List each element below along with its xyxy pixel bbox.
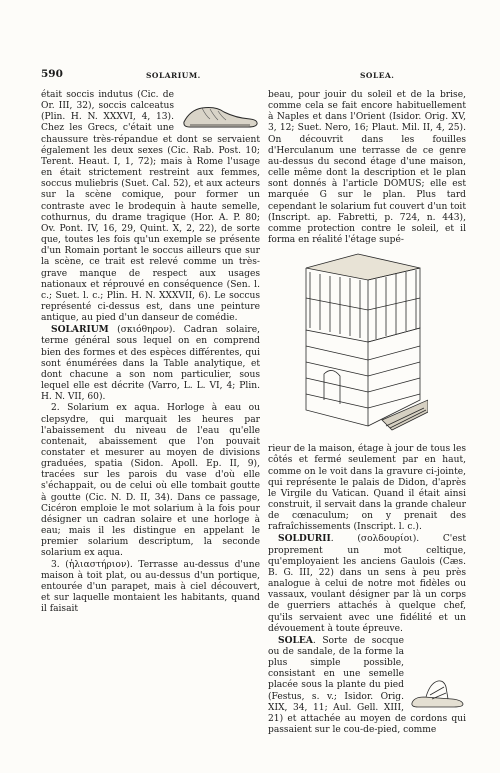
left-column bbox=[41, 90, 260, 615]
entry-soccus-continuation: était soccis indutus (Cic. de Or. III, 32), soccis calceatus (Plin. H. N. XXXVI, 4, 13). Chez les Grecs, c'était une chaussure très-répandue et dont se servaient également les deux sexes (Cic. Rab. Post. 10; Terent. Heaut. I, 1, 72); mais à Rome l'usage en était strictement restreint aux femmes, soccus muliebris (Suet. Cal. 52), et aux acteurs sur la scène comique, pour former un contraste avec le brodequin à haute semelle, cothurnus, du drame tragique (Hor. A. P. 80; Ov. Pont. IV, 16, 29, Quint. X, 2, 22), de sorte que, toutes les fois qu'un exemple se présente d'un Romain portant le soccus ailleurs que sur la scène, ce trait est relevé comme un très-grave manque de respect aux usages nationaux et réprouvé en conséquence (Sen. l. c.; Suet. l. c.; Plin. H. N. XXXVII, 6). Le soccus représenté ci-dessus est, dans une peinture antique, au pied d'un danseur de comédie. bbox=[41, 90, 260, 324]
headword-soldurii: SOLDURII bbox=[278, 533, 331, 545]
entry-solarium-text: (σκιόθηρον). Cadran solaire, terme général sous lequel on en comprend bien des formes et des espèces différentes, qui sont énumérées dans la Table analytique, et dont chacune a son nom particulier, sous lequel elle est décrite (Varro, L. L. VI, 4; Plin. H. N. VII, 60). bbox=[41, 325, 260, 403]
soccus-shoe-illustration bbox=[180, 92, 260, 132]
entry-solarium bbox=[41, 324, 260, 403]
entry-solarium-terrasse: 3. (ἡλιαστήριον). Terrasse au-dessus d'une maison à toit plat, ou au-dessus d'un portique, entourée d'un parapet, mais à ciel découvert, et sur laquelle montaient les habitants, quand il faisait bbox=[41, 559, 260, 615]
headword-solea: SOLEA bbox=[278, 634, 313, 646]
page-number: 590 bbox=[41, 68, 63, 80]
entry-terrasse-continuation: beau, pour jouir du soleil et de la brise, comme cela se fait encore habituellement à Naples et dans l'Orient (Isidor. Orig. XV, 3, 12; Suet. Nero, 16; Plaut. Mil. II, 4, 25). On découvrit dans les fouilles d'Herculanum une terrasse de ce genre au-dessus du second étage d'une maison, celle même dont la description et le plan sont donnés à l'article DOMUS; elle est marquée G sur le plan. Plus tard cependant le solarium fut couvert d'un toit (Inscript. ap. Fabretti, p. 724, n. 443), comme protection contre le soleil, et il forma en réalité l'étage supé- bbox=[268, 90, 466, 246]
entry-terrasse-continuation-2: rieur de la maison, étage à jour de tous les côtés et fermé seulement par en haut, comme on le voit dans la gravure ci-jointe, qui représente le palais de Didon, d'après le Virgile du Vatican. Quand il était ainsi construit, il servait dans la grande chaleur de cœnaculum; on y prenait des rafraîchissements (Inscript. l. c.). bbox=[268, 444, 466, 533]
entry-solea-text: . Sorte de socque ou de sandale, de la forme la plus simple possible, consistant en une semelle placée sous la plante du pied (Festus, s. v.; Isidor. Orig. XIX, 34, 11; Aul. Gell. XIII, 21) et attachée au moyen de cordons qui passaient sur le cou-de-pied, comme bbox=[268, 635, 466, 736]
entry-solarium-ex-aqua: 2. Solarium ex aqua. Horloge à eau ou clepsydre, qui marquait les heures par l'abaissement du niveau de l'eau qu'elle contenait, abaissement que l'on pouvait constater et mesurer au moyen de divisions graduées, spatia (Sidon. Apoll. Ep. II, 9), tracées sur les parois du vase d'où elle s'échappait, ou de celui où elle tombait goutte à goutte (Cic. N. D. II, 34). Dans ce passage, Cicéron emploie le mot solarium à la fois pour désigner un cadran solaire et une horloge à eau; mais il les distingue en appelant le premier solarium descriptum, la seconde solarium ex aqua. bbox=[41, 403, 260, 559]
running-head-left: SOLARIUM. bbox=[146, 71, 201, 80]
entry-soldurii bbox=[268, 533, 466, 634]
entry-soldurii-text: . (σολδουρίοι). C'est proprement un mot celtique, qu'employaient les anciens Gaulois (Cæs. B. G. III, 22) dans un sens à peu près analogue à celui de notre mot fidèles ou vassaux, voulant désigner par là un corps de guerriers attachés à quelque chef, qu'ils servaient avec une fidélité et un dévouement à toute épreuve. bbox=[268, 534, 466, 634]
right-column bbox=[268, 90, 466, 736]
running-head-right: SOLEA. bbox=[360, 71, 395, 80]
solea-sandal-illustration bbox=[408, 675, 466, 711]
headword-solarium: SOLARIUM bbox=[51, 324, 109, 336]
dido-palace-engraving bbox=[298, 250, 428, 440]
